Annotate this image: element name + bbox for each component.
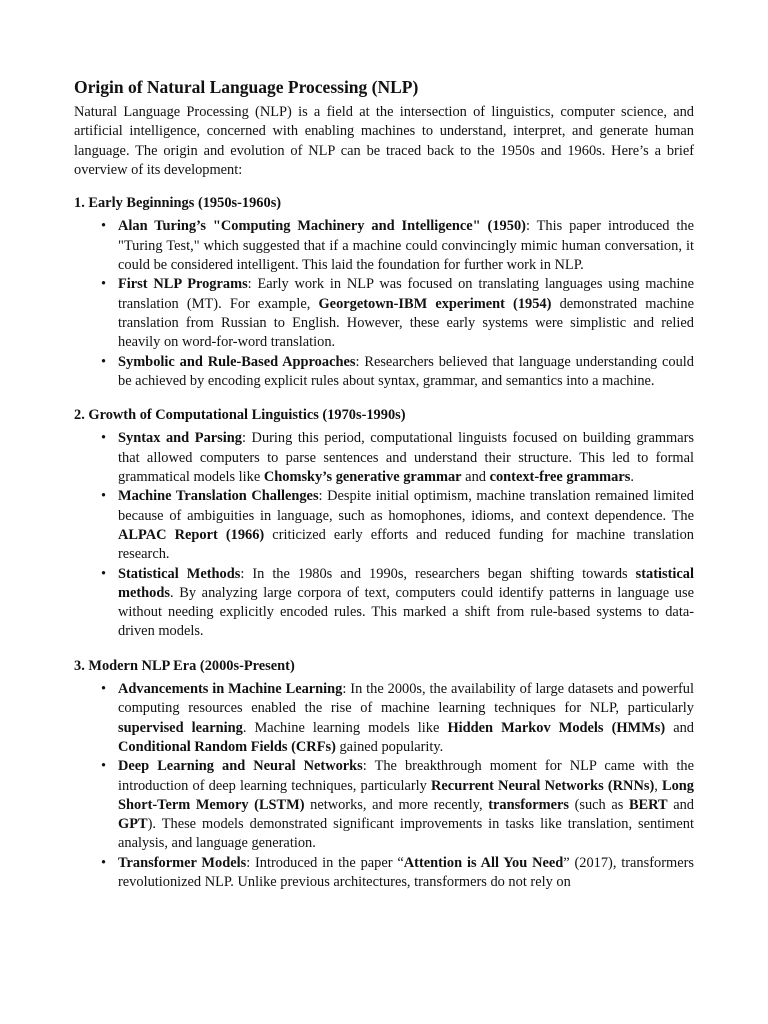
bold-text-run: Conditional Random Fields (CRFs)	[118, 738, 336, 755]
list-item	[101, 565, 694, 642]
bullet-icon: •	[101, 488, 107, 505]
text-run: ” (2017), transformers revolutionized NLP. Unlike previous architectures, transformers do not rely on	[118, 854, 694, 890]
text-run: .	[630, 469, 634, 486]
bold-text-run: First NLP Programs	[118, 276, 248, 293]
text-run: and	[461, 469, 490, 486]
bold-text-run: Statistical Methods	[118, 565, 241, 582]
text-run: . By analyzing large corpora of text, computers could identify patterns in language use without needing explicitly encoded rules. This marked a shift from rule-based systems to data-driven models.	[118, 584, 694, 640]
bold-text-run: ALPAC Report (1966)	[118, 526, 265, 543]
bold-text-run: context-free grammars	[489, 469, 631, 486]
section-heading: 3. Modern NLP Era (2000s-Present)	[74, 657, 295, 674]
text-run: ). These models demonstrated significant improvements in tasks like translation, sentiment analysis, and language generation.	[118, 816, 694, 852]
text-run: : Researchers believed that language understanding could be achieved by encoding explicit rules about syntax, grammar, and semantics into a machine.	[118, 353, 695, 389]
bold-text-run: Transformer Models	[118, 854, 247, 871]
bold-text-run: Symbolic and Rule-Based Approaches	[118, 353, 356, 370]
text-run: (such as	[568, 796, 629, 813]
bold-text-run: GPT	[118, 816, 148, 833]
bullet-icon: •	[101, 276, 107, 293]
text-run: : Early work in NLP was focused on translating languages using machine translation (MT). For example,	[118, 276, 694, 312]
list-item	[101, 854, 694, 893]
list-item	[101, 429, 694, 487]
bold-text-run: Deep Learning and Neural Networks	[118, 758, 363, 775]
text-run: networks, and more recently,	[304, 796, 489, 813]
list-item	[101, 487, 695, 564]
bold-text-run: BERT	[628, 796, 668, 813]
intro-paragraph: Natural Language Processing (NLP) is a field at the intersection of linguistics, computer science, and artificial intelligence, concerned with enabling machines to understand, interpret, and generate human language. The origin and evolution of NLP can be traced back to the 1950s and 1960s. Here’s a brief overview of its development:	[74, 104, 694, 178]
bold-text-run: Syntax and Parsing	[118, 430, 242, 447]
bold-text-run: supervised learning	[118, 719, 243, 736]
text-run: and	[667, 796, 695, 813]
text-run: ,	[654, 777, 662, 794]
text-run: : Introduced in the paper “	[246, 854, 404, 871]
bold-text-run: Attention is All You Need	[403, 854, 564, 871]
bold-text-run: Chomsky’s generative grammar	[263, 469, 462, 486]
list-item	[101, 275, 694, 352]
bold-text-run: Long Short-Term Memory (LSTM)	[118, 777, 694, 813]
text-run: : The breakthrough moment for NLP came with the introduction of deep learning techniques, particularly	[118, 758, 695, 794]
bold-text-run: statistical methods	[118, 565, 694, 601]
list-item	[101, 757, 695, 853]
text-run: : Despite initial optimism, machine translation remained limited because of ambiguities in language, such as homophones, idioms, and context dependence. The	[118, 488, 694, 524]
bullet-icon: •	[101, 353, 107, 370]
text-run: : During this period, computational linguists focused on building grammars that allowed computers to parse sentences and understand their structure. This led to formal grammatical models like	[118, 430, 694, 486]
bold-text-run: Recurrent Neural Networks (RNNs)	[431, 777, 655, 794]
bullet-icon: •	[101, 430, 107, 447]
bold-text-run: Machine Translation Challenges	[118, 488, 319, 505]
text-run: and	[665, 719, 694, 736]
list-item	[101, 217, 694, 275]
document-title: Origin of Natural Language Processing (NLP)	[74, 77, 419, 97]
bold-text-run: transformers	[488, 796, 569, 813]
bullet-icon: •	[101, 758, 107, 775]
section-bullet-list	[74, 429, 694, 641]
section-heading: 1. Early Beginnings (1950s-1960s)	[74, 195, 282, 212]
bullet-icon: •	[101, 565, 107, 582]
bold-text-run: Hidden Markov Models (HMMs)	[447, 719, 666, 736]
bold-text-run: Advancements in Machine Learning	[118, 681, 343, 698]
bullet-icon: •	[101, 218, 107, 235]
bold-text-run: Georgetown-IBM experiment (1954)	[318, 295, 552, 312]
section-heading: 2. Growth of Computational Linguistics (1970s-1990s)	[74, 407, 406, 424]
list-item	[101, 680, 694, 757]
list-item	[101, 353, 695, 392]
section-bullet-list	[74, 217, 694, 391]
bold-text-run: Alan Turing’s "Computing Machinery and Intelligence" (1950)	[118, 218, 526, 235]
text-run: : In the 1980s and 1990s, researchers began shifting towards	[240, 565, 636, 582]
text-run: gained popularity.	[335, 738, 444, 755]
sections-container	[74, 194, 694, 892]
bullet-icon: •	[101, 854, 107, 871]
text-run: : This paper introduced the "Turing Test," which suggested that if a machine could convincingly mimic human conversation, it could be considered intelligent. This laid the foundation for further work in NLP.	[118, 218, 694, 274]
text-run: demonstrated machine translation from Russian to English. However, these early systems were simplistic and relied heavily on word-for-word translation.	[118, 295, 694, 351]
text-run: . Machine learning models like	[242, 719, 448, 736]
text-run: : In the 2000s, the availability of large datasets and powerful computing resources enabled the rise of machine learning techniques for NLP, particularly	[118, 681, 694, 717]
bullet-icon: •	[101, 681, 107, 698]
section-bullet-list	[74, 680, 694, 892]
text-run: criticized early efforts and reduced funding for machine translation research.	[118, 526, 695, 563]
